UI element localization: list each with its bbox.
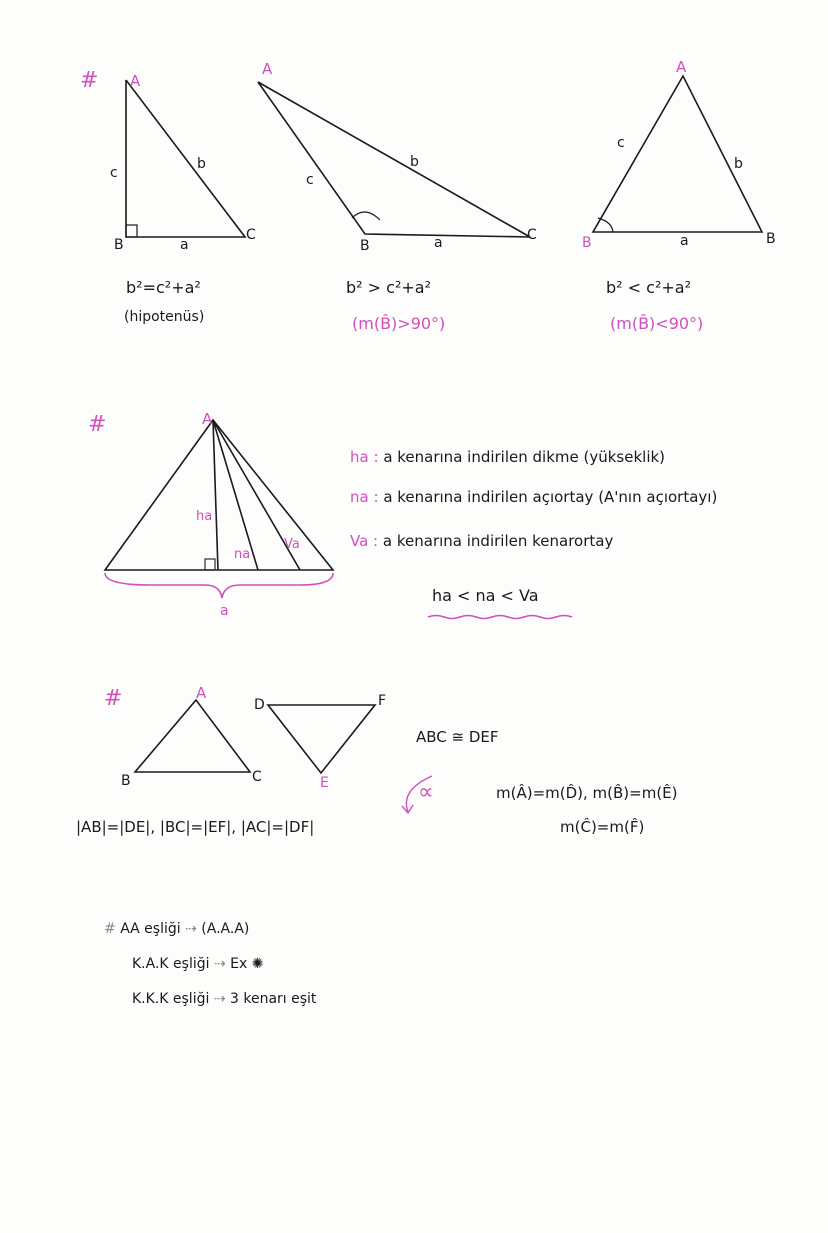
t1-vertex-c: C — [246, 227, 256, 243]
altitude-right-angle — [205, 559, 215, 570]
obtuse-triangle-sides — [258, 82, 530, 237]
t1-side-b: b — [197, 156, 206, 172]
right-angle-mark — [126, 225, 137, 237]
abc-vertex-b: B — [121, 773, 131, 789]
arrow-icon: ⇢ — [185, 921, 197, 937]
cevian-base-a: a — [220, 603, 229, 619]
acute-triangle-sides — [593, 76, 762, 232]
t3-side-b: b — [734, 156, 743, 172]
doodle-icon: ✺ — [251, 956, 264, 972]
t2-side-a: a — [434, 235, 443, 251]
cevian-inequality: ha < na < Va — [432, 586, 539, 605]
altitude-line — [213, 420, 218, 570]
cevian-label-na: na — [234, 547, 251, 562]
t3-vertex-a: A — [676, 58, 687, 76]
rules-hash: # — [104, 921, 116, 937]
base-brace — [105, 573, 333, 598]
rule-kak-val: Ex — [230, 956, 248, 972]
t3-side-c: c — [617, 135, 625, 151]
rule-kak-key: K.A.K eşliği — [132, 956, 210, 972]
cevian-label-ha: ha — [196, 509, 213, 524]
definition-va-key: Va : — [350, 532, 379, 550]
definition-na-key: na : — [350, 488, 379, 506]
t3-side-a: a — [680, 233, 689, 249]
t1-side-a: a — [180, 237, 189, 253]
t1-note: (hipotenüs) — [124, 309, 205, 325]
t2-side-b: b — [410, 154, 419, 170]
congruence-angles-1: m(Â)=m(D̂), m(B̂)=m(Ê) — [496, 784, 678, 802]
t1-formula: b²=c²+a² — [126, 278, 201, 297]
obtuse-triangle — [258, 82, 530, 237]
definition-ha-text: a kenarına indirilen dikme (yükseklik) — [383, 448, 666, 466]
def-vertex-d: D — [254, 697, 265, 713]
rule-kkk-val: 3 kenarı eşit — [230, 991, 317, 1007]
arrow-icon: ⇢ — [213, 991, 226, 1007]
t2-side-c: c — [306, 172, 314, 188]
definition-ha-key: ha : — [350, 448, 379, 466]
definition-na — [350, 490, 717, 505]
t2-note: (m(B̂)>90°) — [352, 314, 446, 333]
def-vertex-e: E — [320, 775, 329, 791]
t3-formula: b² < c²+a² — [606, 278, 691, 297]
t3-vertex-b-right: B — [766, 231, 776, 247]
rule-kak — [132, 957, 263, 971]
section-mark-3: # — [104, 686, 123, 711]
definition-ha — [350, 450, 665, 465]
t2-vertex-c: C — [527, 227, 537, 243]
congruence-sides: |AB|=|DE|, |BC|=|EF|, |AC|=|DF| — [76, 818, 315, 836]
t1-side-c: c — [110, 165, 118, 181]
cevian-label-va: Va — [284, 537, 300, 552]
abc-vertex-c: C — [252, 769, 262, 785]
alpha-icon: ∝ — [418, 780, 434, 805]
t3-note: (m(B̂)<90°) — [610, 314, 704, 333]
t2-formula: b² > c²+a² — [346, 278, 431, 297]
rule-aa — [104, 922, 249, 936]
definition-va-text: a kenarına indirilen kenarortay — [382, 532, 614, 550]
t1-vertex-b: B — [114, 237, 124, 253]
cevian-vertex-a: A — [202, 410, 213, 428]
t2-vertex-a: A — [262, 60, 273, 78]
congruence-angles-2: m(Ĉ)=m(F̂) — [560, 818, 645, 836]
arrow-icon: ⇢ — [213, 956, 226, 972]
definition-na-text: a kenarına indirilen açıortay (A'nın açıortayı) — [383, 488, 718, 506]
t2-vertex-b: B — [360, 238, 370, 254]
t3-vertex-b-left: B — [582, 235, 592, 251]
rule-kkk — [132, 992, 316, 1006]
section-mark-1: # — [80, 68, 99, 93]
rule-kkk-key: K.K.K eşliği — [132, 991, 210, 1007]
triangle-abc — [135, 700, 250, 772]
right-triangle-sides — [126, 80, 245, 237]
abc-vertex-a: A — [196, 684, 207, 702]
def-vertex-f: F — [378, 693, 387, 709]
section-mark-2: # — [88, 412, 107, 437]
obtuse-angle-arc — [352, 212, 380, 220]
right-triangle — [126, 80, 245, 237]
t1-vertex-a: A — [130, 72, 141, 90]
rule-aa-val: (A.A.A) — [201, 921, 250, 937]
definition-va — [350, 534, 613, 549]
acute-triangle — [593, 76, 762, 232]
congruence-statement: ABC ≅ DEF — [416, 728, 499, 746]
triangle-def — [268, 705, 375, 773]
rule-aa-key: AA eşliği — [120, 921, 181, 937]
inequality-underline — [428, 616, 572, 619]
